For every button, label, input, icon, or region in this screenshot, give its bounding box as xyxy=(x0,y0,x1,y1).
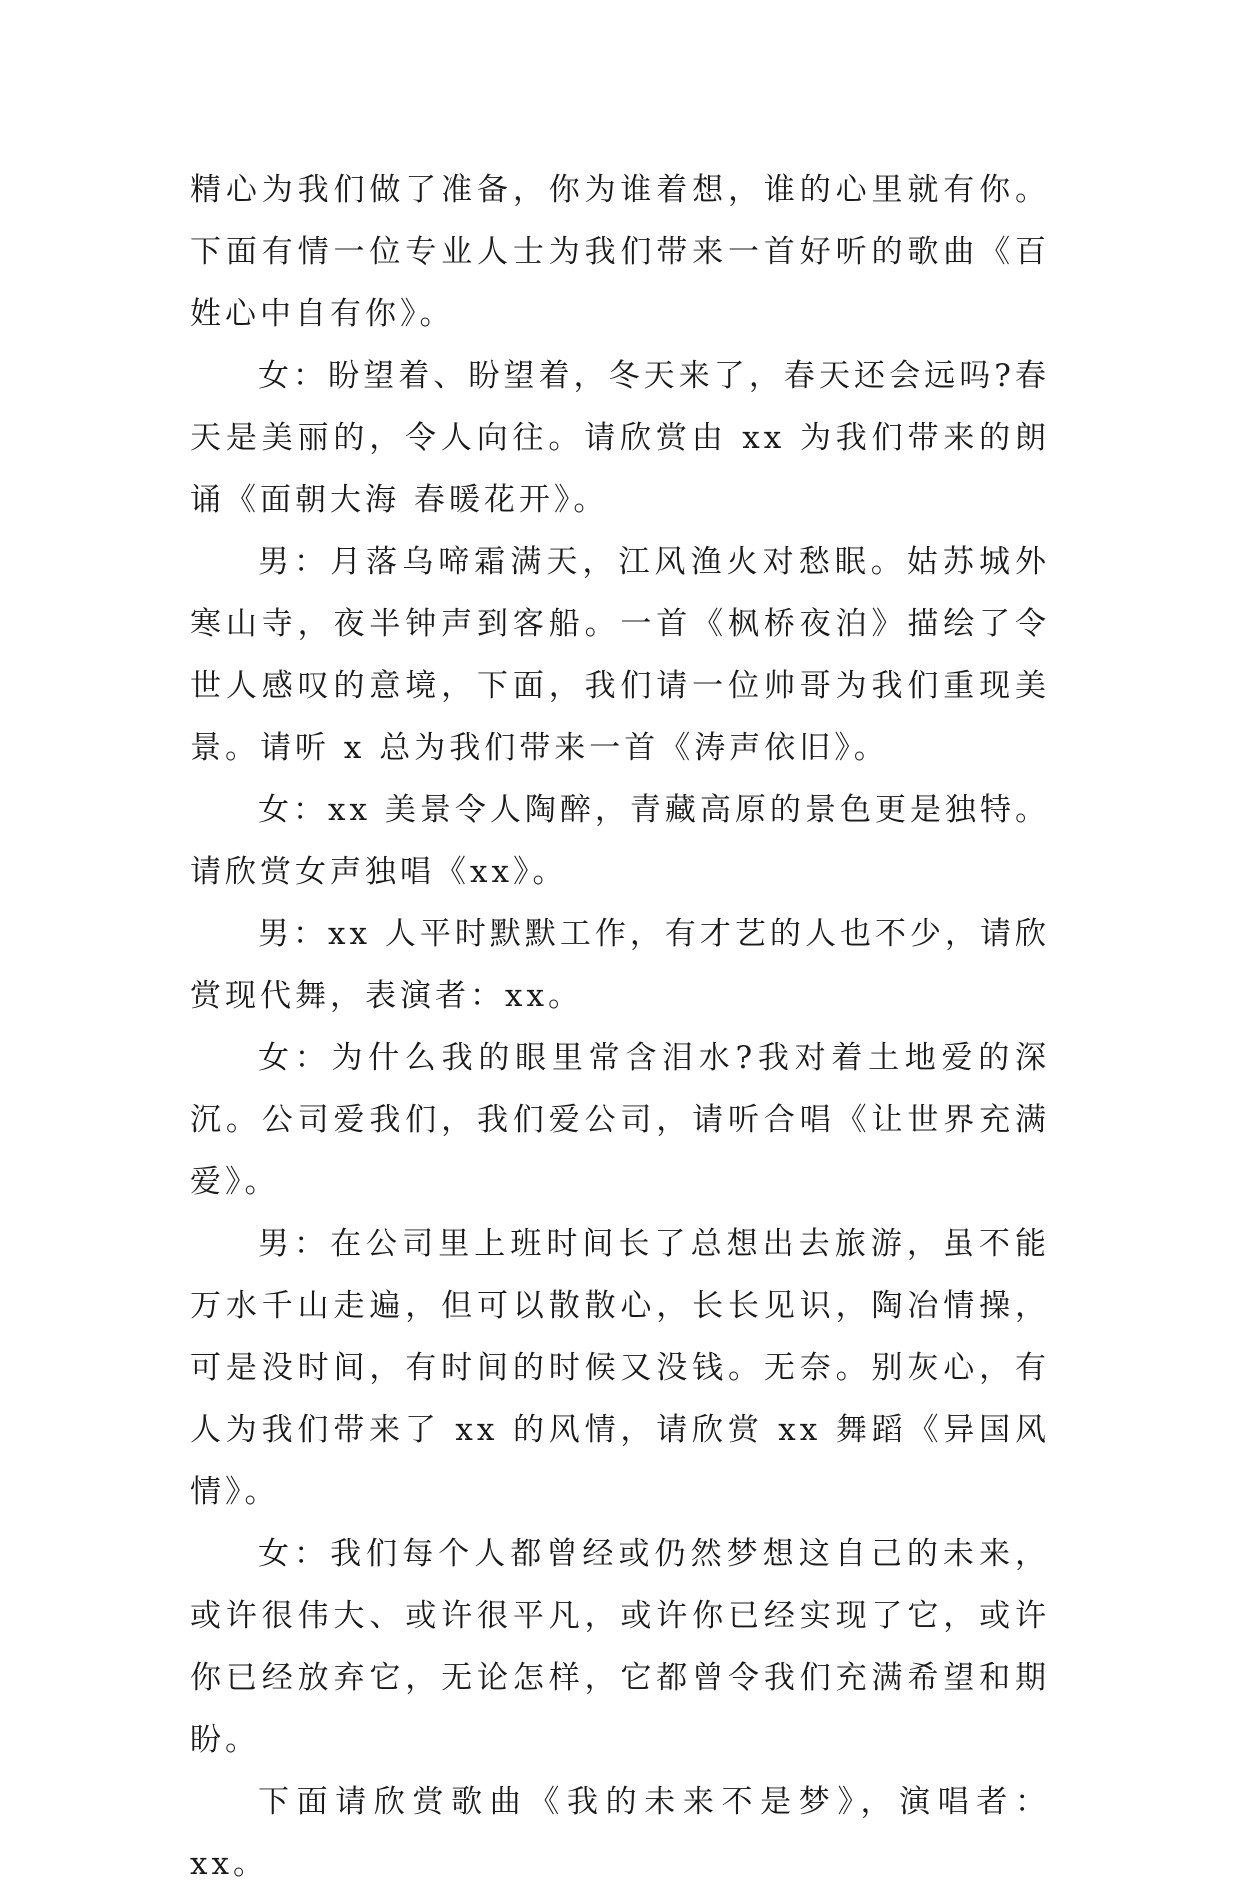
paragraph-2: 女：盼望着、盼望着，冬天来了，春天还会远吗?春天是美丽的，令人向往。请欣赏由 xx 为我们带来的朗诵《面朝大海 春暖花开》。 xyxy=(190,358,1050,518)
paragraph-6: 女：为什么我的眼里常含泪水?我对着土地爱的深沉。公司爱我们，我们爱公司，请听合唱《让世界充满爱》。 xyxy=(190,1040,1050,1200)
document-body xyxy=(190,159,1050,1895)
paragraph-8: 女：我们每个人都曾经或仍然梦想这自己的未来，或许很伟大、或许很平凡，或许你已经实现了它，或许你已经放弃它，无论怎样，它都曾令我们充满希望和期盼。 xyxy=(190,1536,1050,1758)
paragraph-5: 男：xx 人平时默默工作，有才艺的人也不少，请欣赏现代舞，表演者：xx。 xyxy=(190,916,1050,1014)
paragraph-1: 精心为我们做了准备，你为谁着想，谁的心里就有你。下面有情一位专业人士为我们带来一首好听的歌曲《百姓心中自有你》。 xyxy=(190,172,1050,332)
paragraph-3: 男：月落乌啼霜满天，江风渔火对愁眠。姑苏城外寒山寺，夜半钟声到客船。一首《枫桥夜泊》描绘了令世人感叹的意境，下面，我们请一位帅哥为我们重现美景。请听 x 总为我们带来一首《涛声依旧》。 xyxy=(190,544,1050,766)
paragraph-9: 下面请欣赏歌曲《我的未来不是梦》，演唱者：xx。 xyxy=(190,1784,1050,1882)
paragraph-4: 女：xx 美景令人陶醉，青藏高原的景色更是独特。请欣赏女声独唱《xx》。 xyxy=(190,792,1050,890)
paragraph-7: 男：在公司里上班时间长了总想出去旅游，虽不能万水千山走遍，但可以散散心，长长见识，陶冶情操，可是没时间，有时间的时候又没钱。无奈。别灰心，有人为我们带来了 xx 的风情，请欣赏 xx 舞蹈《异国风情》。 xyxy=(190,1226,1050,1510)
